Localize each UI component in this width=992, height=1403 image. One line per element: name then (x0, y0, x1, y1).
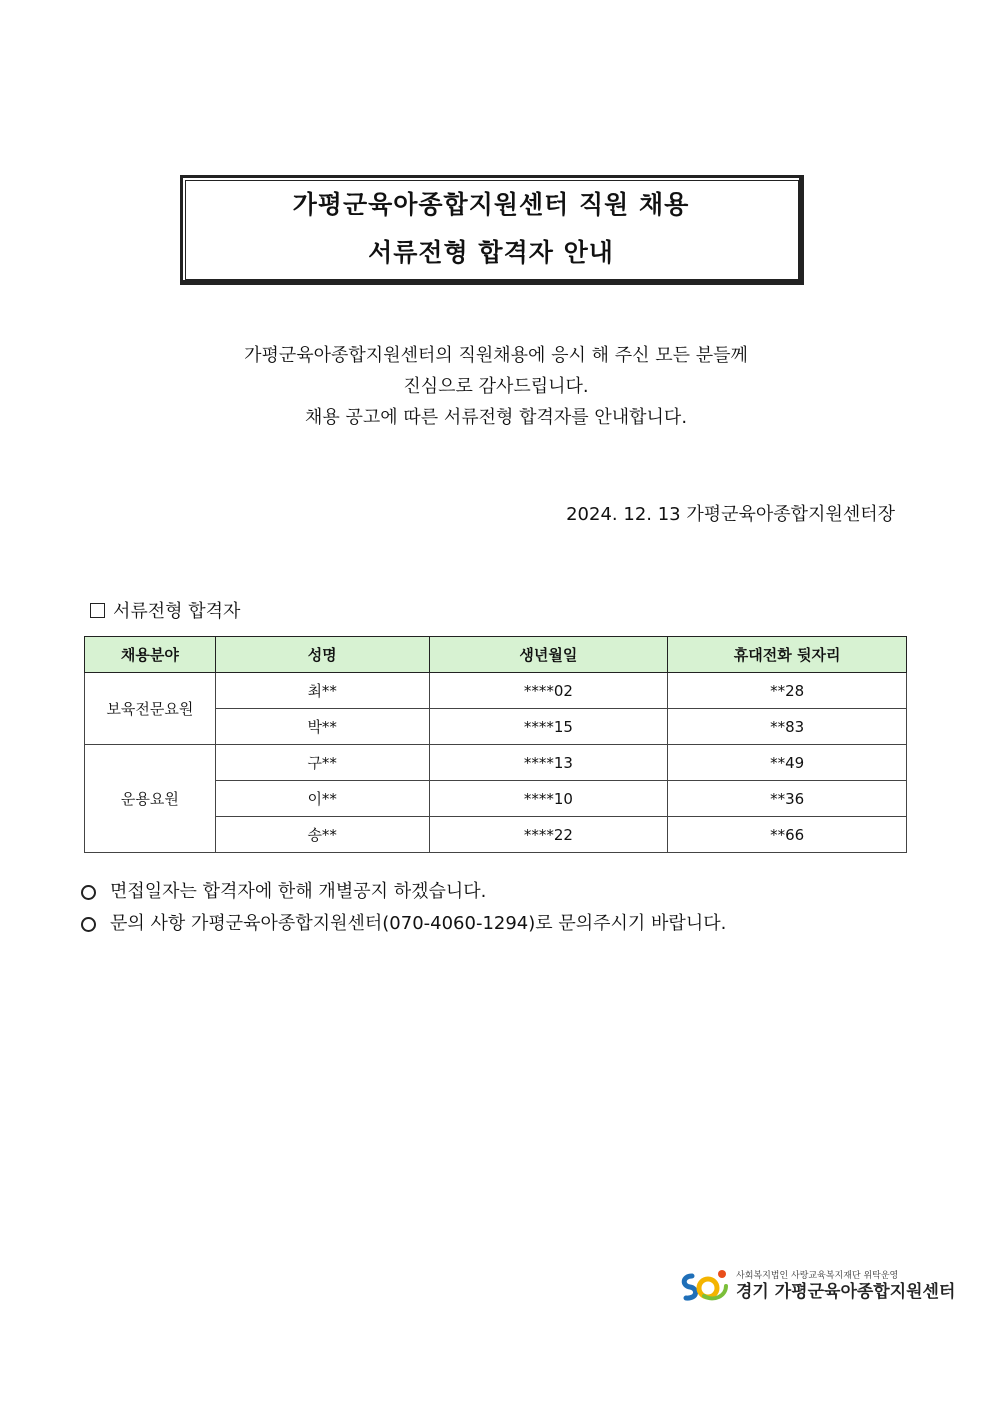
birth-cell: ****13 (429, 745, 668, 781)
field-cell: 보육전문요원 (85, 673, 216, 745)
intro-line-1: 가평군육아종합지원센터의 직원채용에 응시 해 주신 모든 분들께 (244, 345, 748, 366)
intro-line-2: 진심으로 감사드립니다. (403, 376, 589, 397)
birth-cell: ****02 (429, 673, 668, 709)
name-cell: 이** (215, 781, 429, 817)
birth-cell: ****22 (429, 817, 668, 853)
phone-cell: **36 (668, 781, 907, 817)
checkbox-square-icon (90, 603, 105, 618)
note-text: 문의 사항 가평군육아종합지원센터(070-4060-1294)로 문의주시기 바랍니다. (110, 913, 727, 934)
table-row (85, 673, 907, 709)
phone-cell: **49 (668, 745, 907, 781)
note-item (79, 908, 726, 940)
title-line-2: 서류전형 합격자 안내 (368, 238, 614, 267)
signoff-date-author: 2024. 12. 13 가평군육아종합지원센터장 (566, 504, 895, 525)
footer-center-name: 경기 가평군육아종합지원센터 (736, 1282, 956, 1302)
intro-paragraph (0, 340, 992, 433)
phone-cell: **28 (668, 673, 907, 709)
note-item (79, 876, 726, 908)
header-field: 채용분야 (85, 637, 216, 673)
birth-cell: ****15 (429, 709, 668, 745)
title-box (180, 175, 804, 285)
birth-cell: ****10 (429, 781, 668, 817)
name-cell: 구** (215, 745, 429, 781)
table-header-row (85, 637, 907, 673)
header-birthdate: 생년월일 (429, 637, 668, 673)
name-cell: 최** (215, 673, 429, 709)
results-table (84, 636, 907, 853)
field-cell: 운용요원 (85, 745, 216, 853)
phone-cell: **83 (668, 709, 907, 745)
header-name: 성명 (215, 637, 429, 673)
center-logo-icon (678, 1266, 732, 1306)
bullet-circle-icon (81, 917, 96, 932)
title-line-1: 가평군육아종합지원센터 직원 채용 (292, 190, 690, 219)
bullet-circle-icon (81, 885, 96, 900)
section-heading-label: 서류전형 합격자 (113, 601, 241, 622)
notes-list (79, 876, 726, 940)
name-cell: 박** (215, 709, 429, 745)
intro-line-3: 채용 공고에 따른 서류전형 합격자를 안내합니다. (304, 407, 688, 428)
footer-logo (678, 1266, 955, 1306)
phone-cell: **66 (668, 817, 907, 853)
header-phone: 휴대전화 뒷자리 (668, 637, 907, 673)
table-row (85, 745, 907, 781)
note-text: 면접일자는 합격자에 한해 개별공지 하겠습니다. (110, 881, 487, 902)
section-heading (90, 597, 240, 623)
name-cell: 송** (215, 817, 429, 853)
footer-subtitle: 사회복지법인 사랑교육복지재단 위탁운영 (736, 1271, 899, 1281)
